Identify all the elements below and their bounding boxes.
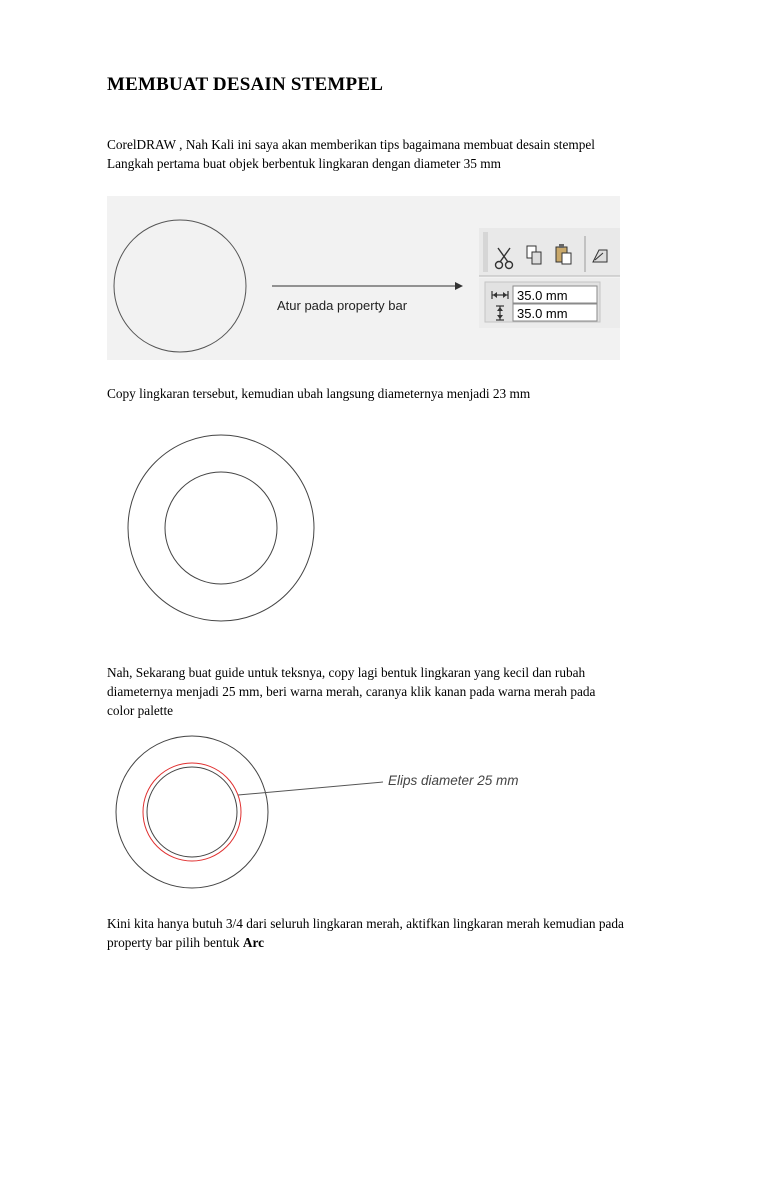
property-bar-panel <box>479 228 620 276</box>
paragraph-copy-circle <box>107 384 530 403</box>
figure-property-bar <box>107 196 620 360</box>
paragraph-guide-line-1: Nah, Sekarang buat guide untuk teksnya, copy lagi bentuk lingkaran yang kecil dan rubah <box>107 665 586 680</box>
width-value: 35.0 mm <box>517 288 568 303</box>
outer-circle-35mm <box>128 435 314 621</box>
paragraph-arc-line-1: Kini kita hanya butuh 3/4 dari seluruh lingkaran merah, aktifkan lingkaran merah kemudian pada <box>107 916 624 931</box>
callout-line <box>238 782 383 795</box>
paragraph-arc-line-2 <box>107 933 624 952</box>
red-guide-circle <box>143 763 241 861</box>
inner-circle-23mm <box>165 472 277 584</box>
paragraph-guide-line-2: diameternya menjadi 25 mm, beri warna merah, caranya klik kanan pada warna merah pada <box>107 684 596 699</box>
paragraph-intro-line-1: CorelDRAW , Nah Kali ini saya akan memberikan tips bagaimana membuat desain stempel <box>107 137 595 152</box>
paragraph-intro-line-2: Langkah pertama buat objek berbentuk lingkaran dengan diameter 35 mm <box>107 156 501 171</box>
paragraph-guide-line-3: color palette <box>107 703 174 718</box>
paragraph-arc-line-2-text: property bar pilih bentuk <box>107 935 243 950</box>
figure-concentric-circles <box>107 428 322 628</box>
inner-circle <box>147 767 237 857</box>
arc-keyword: Arc <box>242 935 265 950</box>
figure-red-guide <box>107 732 577 892</box>
page-title: MEMBUAT DESAIN STEMPEL <box>107 74 384 95</box>
size-fields-panel <box>479 278 620 328</box>
paragraph-arc <box>107 914 624 952</box>
height-value: 35.0 mm <box>517 306 568 321</box>
outer-circle <box>116 736 268 888</box>
paragraph-guide <box>107 663 595 720</box>
arrow-label: Atur pada property bar <box>277 298 408 313</box>
callout-label: Elips diameter 25 mm <box>388 773 519 788</box>
paragraph-copy-circle-line-1: Copy lingkaran tersebut, kemudian ubah langsung diameternya menjadi 23 mm <box>107 386 531 401</box>
paragraph-intro <box>107 135 595 173</box>
